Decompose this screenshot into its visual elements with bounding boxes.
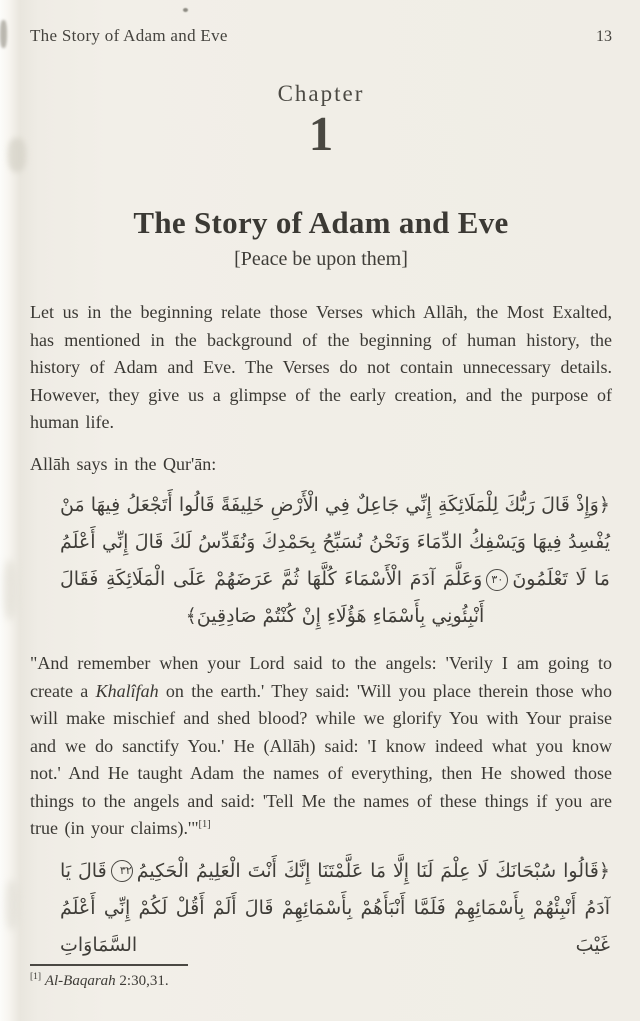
footnote-separator	[30, 964, 188, 966]
arabic-verse-1-text-b: وَعَلَّمَ آدَمَ الْأَسْمَاءَ كُلَّهَا ثُمَّ عَرَضَهُمْ عَلَى الْمَلَائِكَةِ فَقَالَ أَنْبِئُونِي بِأَسْمَاءِ هَؤُلَاءِ إِنْ كُنْتُمْ صَادِقِينَ﴾	[60, 568, 485, 628]
footnote-block	[30, 964, 612, 990]
scan-artifact-bleedthrough	[8, 138, 26, 172]
arabic-verse-block-2	[60, 853, 610, 964]
footnote-marker: [1]	[30, 971, 42, 982]
footnote-citation: 2:30,31.	[115, 972, 169, 989]
footnote-source: Al-Baqarah	[44, 972, 116, 989]
footnote	[30, 973, 612, 990]
scan-artifact-bleedthrough	[6, 880, 18, 930]
scan-artifact-smudge	[0, 20, 7, 48]
scan-artifact-bleedthrough	[4, 560, 16, 620]
translation-text-b: on the earth.' They said: 'Will you place therein those who will make mischief and shed blood? while we glorify You with Your praise and we do sanctify You.' He (Allāh) said: 'I know indeed what you know not.' And He taught Adam the names of everything, then He showed those things to the angels and said: 'Tell Me the names of these things if you are true (in your claims).'"	[30, 680, 612, 839]
chapter-title: The Story of Adam and Eve	[133, 205, 509, 241]
chapter-number: 1	[308, 106, 334, 161]
arabic-verse-2-text-a: ﴿قَالُوا سُبْحَانَكَ لَا عِلْمَ لَنَا إِلَّا مَا عَلَّمْتَنَا إِنَّكَ أَنْتَ الْعَلِيمُ الْحَكِيمُ	[136, 859, 611, 882]
page-header	[30, 26, 612, 46]
verse-number-badge-30: ٣٠	[486, 569, 508, 591]
header-rule	[28, 50, 636, 53]
chapter-label: Chapter	[277, 81, 365, 106]
scan-artifact-dot	[183, 8, 188, 12]
quran-lead-in: Allāh says in the Qur'ān:	[30, 453, 217, 474]
khalifah-italic-term: Khalîfah	[95, 680, 159, 701]
arabic-verse-1-text-a: ﴿وَإِذْ قَالَ رَبُّكَ لِلْمَلَائِكَةِ إِنِّي جَاعِلٌ فِي الْأَرْضِ خَلِيفَةً قَالُوا أَتَجْعَلُ فِيهَا مَنْ يُفْسِدُ فِيهَا وَيَسْفِكُ الدِّمَاءَ وَنَحْنُ نُسَبِّحُ بِحَمْدِكَ وَنُقَدِّسُ لَكَ قَالَ إِنِّي أَعْلَمُ مَا لَا تَعْلَمُونَ	[60, 494, 610, 591]
translation-paragraph	[30, 650, 612, 843]
footnote-reference-marker: [1]	[198, 819, 211, 831]
chapter-subtitle: [Peace be upon them]	[234, 248, 408, 271]
verse-number-badge-32: ٣٢	[111, 860, 133, 882]
arabic-verse-block-1	[60, 487, 610, 635]
intro-paragraph: Let us in the beginning relate those Verses which Allāh, the Most Exalted, has mentioned in the background of the beginning of human history, the history of Adam and Eve. The Verses do not contain unnecessary details. However, they give us a glimpse of the early creation, and the purpose of human life.	[30, 302, 612, 433]
page-number: 13	[596, 28, 612, 45]
running-title: The Story of Adam and Eve	[30, 26, 228, 45]
translation-text-a: "And remember when your Lord said to the angels: 'Verily I am going to create a	[30, 653, 612, 701]
arabic-verse-2-text-b: قَالَ يَا آدَمُ أَنْبِئْهُمْ بِأَسْمَائِهِمْ فَلَمَّا أَنْبَأَهُمْ بِأَسْمَائِهِمْ قَالَ أَلَمْ أَقُلْ لَكُمْ إِنِّي أَعْلَمُ غَيْبَ السَّمَاوَاتِ	[60, 859, 610, 956]
